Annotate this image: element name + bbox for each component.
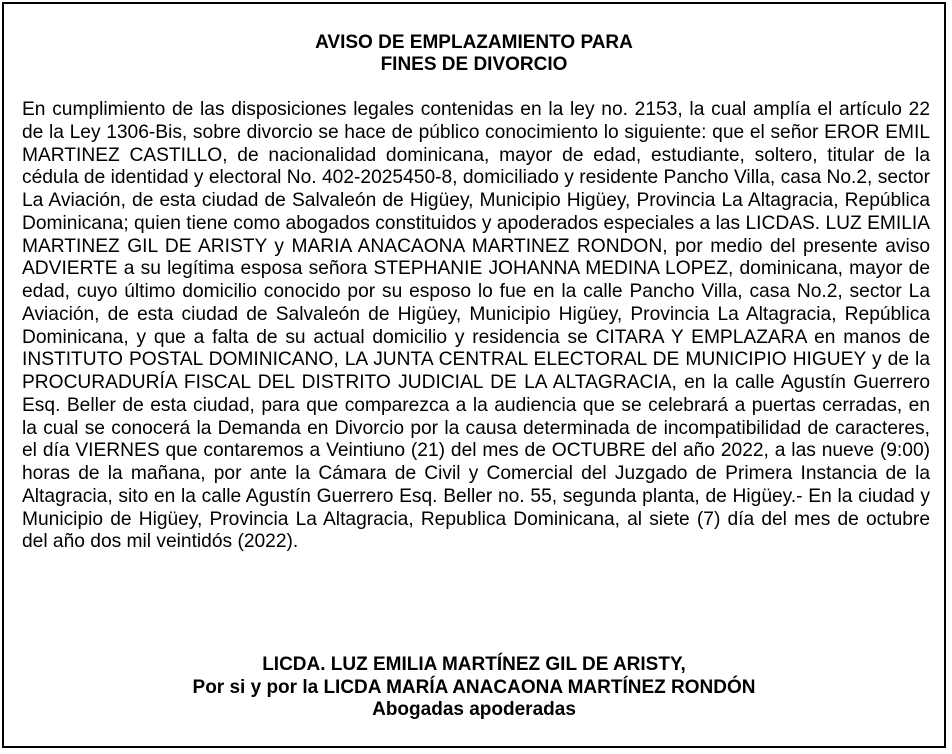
signature-line-1: LICDA. LUZ EMILIA MARTÍNEZ GIL DE ARISTY, (262, 654, 686, 675)
legal-notice (2, 2, 946, 748)
notice-title-line-1: AVISO DE EMPLAZAMIENTO PARA (315, 32, 633, 53)
signature-line-3: Abogadas apoderadas (372, 699, 576, 720)
notice-title (4, 32, 944, 76)
signature-block (4, 654, 944, 722)
notice-body-paragraph: En cumplimiento de las disposiciones legales contenidas en la ley no. 2153, la cual amplía el artículo 22 de la Ley 1306-Bis, sobre divorcio se hace de público conocimiento lo siguiente: que el señor EROR EMIL MARTINEZ CASTILLO, de nacionalidad dominicana, mayor de edad, estudiante, soltero, titular de la cédula de identidad y electoral No. 402-2025450-8, domiciliado y residente Pancho Villa, casa No.2, sector La Aviación, de esta ciudad de Salvaleón de Higüey, Municipio Higüey, Provincia La Altagracia, República Dominicana; quien tiene como abogados constituidos y apoderados especiales a las LICDAS. LUZ EMILIA MARTINEZ GIL DE ARISTY y MARIA ANACAONA MARTINEZ RONDON, por medio del presente aviso ADVIERTE a su legítima esposa señora STEPHANIE JOHANNA MEDINA LOPEZ, dominicana, mayor de edad, cuyo último domicilio conocido por su esposo lo fue en la calle Pancho Villa, casa No.2, sector La Aviación, de esta ciudad de Salvaleón de Higüey, Municipio Higüey, Provincia La Altagracia, República Dominicana, y que a falta de su actual domicilio y residencia se CITARA Y EMPLAZARA en manos de INSTITUTO POSTAL DOMINICANO, LA JUNTA CENTRAL ELECTORAL DE MUNICIPIO HIGUEY y de la PROCURADURÍA FISCAL DEL DISTRITO JUDICIAL DE LA ALTAGRACIA, en la calle Agustín Guerrero Esq. Beller de esta ciudad, para que comparezca a la audiencia que se celebrará a puertas cerradas, en la cual se conocerá la Demanda en Divorcio por la causa determinada de incompatibilidad de caracteres, el día VIERNES que contaremos a Veintiuno (21) del mes de OCTUBRE del año 2022, a las nueve (9:00) horas de la mañana, por ante la Cámara de Civil y Comercial del Juzgado de Primera Instancia de la Altagracia, sito en la calle Agustín Guerrero Esq. Beller no. 55, segunda planta, de Higüey.- En la ciudad y Municipio de Higüey, Provincia La Altagracia, Republica Dominicana, al siete (7) día del mes de octubre del año dos mil veintidós (2022). (22, 99, 930, 553)
signature-line-2: Por si y por la LICDA MARÍA ANACAONA MARTÍNEZ RONDÓN (192, 676, 756, 698)
notice-title-line-2: FINES DE DIVORCIO (380, 54, 568, 75)
